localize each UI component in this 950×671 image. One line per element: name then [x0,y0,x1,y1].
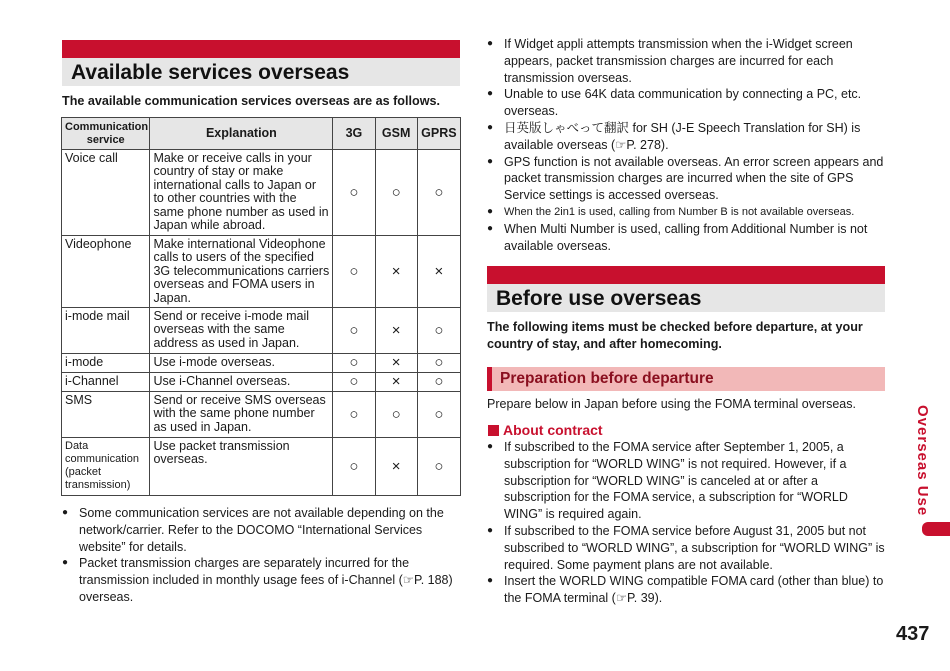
service-explanation: Use i-mode overseas. [150,354,333,373]
availability-gprs: ○ [417,354,460,373]
table-row [62,236,461,308]
availability-gprs: ○ [417,373,460,392]
services-table [61,117,461,496]
list-item: ● Insert the WORLD WING compatible FOMA card (other than blue) to the FOMA terminal (☞P. 39). [487,573,887,607]
availability-gsm: × [375,373,417,392]
availability-gprs: ○ [417,308,460,354]
availability-gsm: × [375,308,417,354]
availability-3g: ○ [333,392,375,438]
availability-3g: ○ [333,354,375,373]
table-row [62,150,461,236]
availability-gsm: ○ [375,150,417,236]
availability-gsm: × [375,236,417,308]
availability-3g: ○ [333,373,375,392]
col-header-explanation: Explanation [150,118,333,150]
table-row [62,373,461,392]
list-item: ● When the 2in1 is used, calling from Number B is not available overseas. [487,204,887,221]
contract-notes [487,439,887,607]
list-item: ● GPS function is not available overseas. An error screen appears and packet transmission charges are incurred when the site of GPS Service settings is accessed overseas. [487,154,887,204]
col-header-service: Communication service [62,118,150,150]
section-red-bar [62,40,460,58]
service-explanation: Make international Videophone calls to users of the specified 3G telecommunications carriers overseas and FOMA users in Japan. [150,236,333,308]
subsection-title-preparation: Preparation before departure [487,367,885,391]
section-red-bar [487,266,885,284]
list-item: ● Some communication services are not available depending on the network/carrier. Refer to the DOCOMO “International Services website” for details. [62,505,460,555]
availability-3g: ○ [333,438,375,496]
list-item: ● When Multi Number is used, calling from Additional Number is not available overseas. [487,221,887,255]
list-item: ● If subscribed to the FOMA service before August 31, 2005 but not subscribed to “WORLD WING”, a subscription for “WORLD WING” is required. Some payment plans are not available. [487,523,887,573]
preparation-text: Prepare below in Japan before using the FOMA terminal overseas. [487,397,856,411]
list-item: ● Packet transmission charges are separately incurred for the transmission included in monthly usage fees of i-Channel (☞P. 188) overseas. [62,555,460,605]
topic-label: About contract [503,422,603,438]
right-notes [487,36,887,254]
availability-gsm: × [375,438,417,496]
availability-gprs: ○ [417,438,460,496]
availability-gprs: ○ [417,392,460,438]
availability-gsm: × [375,354,417,373]
section-title-before-use: Before use overseas [487,284,885,312]
availability-3g: ○ [333,236,375,308]
before-use-lead: The following items must be checked before departure, at your country of stay, and after homecoming. [487,320,863,351]
table-header-row [62,118,461,150]
page-number: 437 [896,623,930,645]
side-tab-label: Overseas Use [914,405,931,517]
col-header-3g: 3G [333,118,375,150]
table-row [62,308,461,354]
table-row [62,438,461,496]
list-item: ● Unable to use 64K data communication by connecting a PC, etc. overseas. [487,86,887,120]
service-name: i-mode [62,354,150,373]
service-name: i-mode mail [62,308,150,354]
left-notes [62,505,460,606]
service-name: Voice call [62,150,150,236]
available-services-lead: The available communication services overseas are as follows. [62,94,440,108]
col-header-gsm: GSM [375,118,417,150]
topic-about-contract [488,422,603,438]
square-bullet-icon [488,425,499,436]
service-explanation: Make or receive calls in your country of stay or make international calls to Japan or to other countries with the same phone number as used in Japan while abroad. [150,150,333,236]
col-header-gprs: GPRS [417,118,460,150]
availability-3g: ○ [333,308,375,354]
side-tab-marker [922,522,950,536]
service-explanation: Use packet transmission overseas. [150,438,333,496]
service-name: i-Channel [62,373,150,392]
availability-gprs: ○ [417,150,460,236]
table-row [62,354,461,373]
service-explanation: Send or receive i-mode mail overseas with the same address as used in Japan. [150,308,333,354]
list-item: ● If subscribed to the FOMA service after September 1, 2005, a subscription for “WORLD WING” is not required. However, if a subscription for “WORLD WING” is canceled at or after a subscription for the FOMA service, a subscription for “WORLD WING” is required again. [487,439,887,523]
list-item: ● 日英版しゃべって翻訳 for SH (J-E Speech Translation for SH) is available overseas (☞P. 278). [487,120,887,154]
service-name: Data communication (packet transmission) [62,438,150,496]
list-item: ● If Widget appli attempts transmission when the i-Widget screen appears, packet transmission charges are incurred for each transmission overseas. [487,36,887,86]
availability-gsm: ○ [375,392,417,438]
service-explanation: Use i-Channel overseas. [150,373,333,392]
service-name: Videophone [62,236,150,308]
table-row [62,392,461,438]
availability-3g: ○ [333,150,375,236]
service-explanation: Send or receive SMS overseas with the same phone number as used in Japan. [150,392,333,438]
service-name: SMS [62,392,150,438]
section-title-available-services: Available services overseas [62,58,460,86]
availability-gprs: × [417,236,460,308]
